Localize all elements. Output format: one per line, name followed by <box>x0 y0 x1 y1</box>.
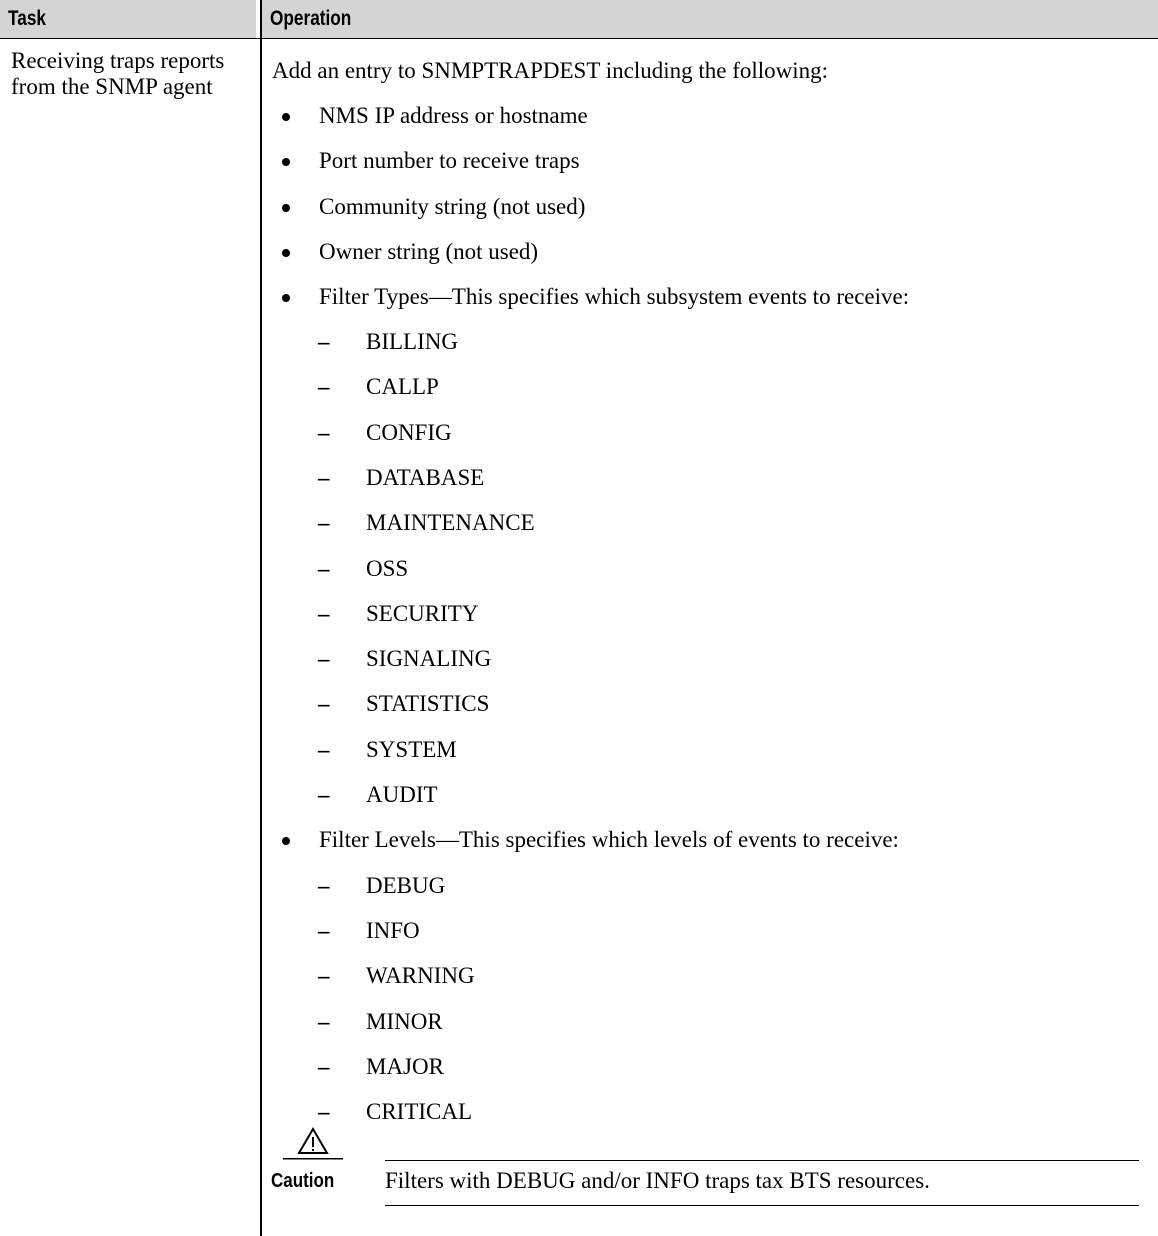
dash-icon: – <box>318 329 330 354</box>
dash-icon: – <box>318 1099 330 1124</box>
caution-top-rule <box>385 1160 1139 1161</box>
bullet-icon <box>282 837 290 845</box>
dash-icon: – <box>318 374 330 399</box>
warning-triangle-icon <box>283 1126 343 1160</box>
bullet-icon <box>282 204 290 212</box>
task-header-label: Task <box>8 7 46 30</box>
dash-icon: – <box>318 737 330 762</box>
bullet-icon <box>282 158 290 166</box>
header-bottom-rule <box>0 38 1158 39</box>
bullet-icon <box>282 249 290 257</box>
dash-icon: – <box>318 691 330 716</box>
dash-icon: – <box>318 963 330 988</box>
operation-intro: Add an entry to SNMPTRAPDEST including the following: <box>272 58 829 83</box>
dash-icon: – <box>318 782 330 807</box>
operation-column-header <box>262 0 1158 38</box>
dash-icon: – <box>318 465 330 490</box>
dash-icon: – <box>318 1009 330 1034</box>
caution-bottom-rule <box>385 1205 1139 1206</box>
caution-text: Filters with DEBUG and/or INFO traps tax BTS resources. <box>385 1168 930 1193</box>
task-cell-text: Receiving traps reports from the SNMP agent <box>11 48 225 99</box>
caution-label: Caution <box>271 1170 335 1192</box>
operation-header-label: Operation <box>270 7 352 30</box>
dash-icon: – <box>318 420 330 445</box>
dash-icon: – <box>318 1054 330 1079</box>
task-column-header <box>0 0 256 38</box>
dash-icon: – <box>318 873 330 898</box>
dash-icon: – <box>318 556 330 581</box>
dash-icon: – <box>318 601 330 626</box>
dash-icon: – <box>318 918 330 943</box>
bullet-icon <box>282 113 290 121</box>
column-divider <box>260 0 262 1236</box>
dash-icon: – <box>318 510 330 535</box>
dash-icon: – <box>318 646 330 671</box>
bullet-icon <box>282 294 290 302</box>
